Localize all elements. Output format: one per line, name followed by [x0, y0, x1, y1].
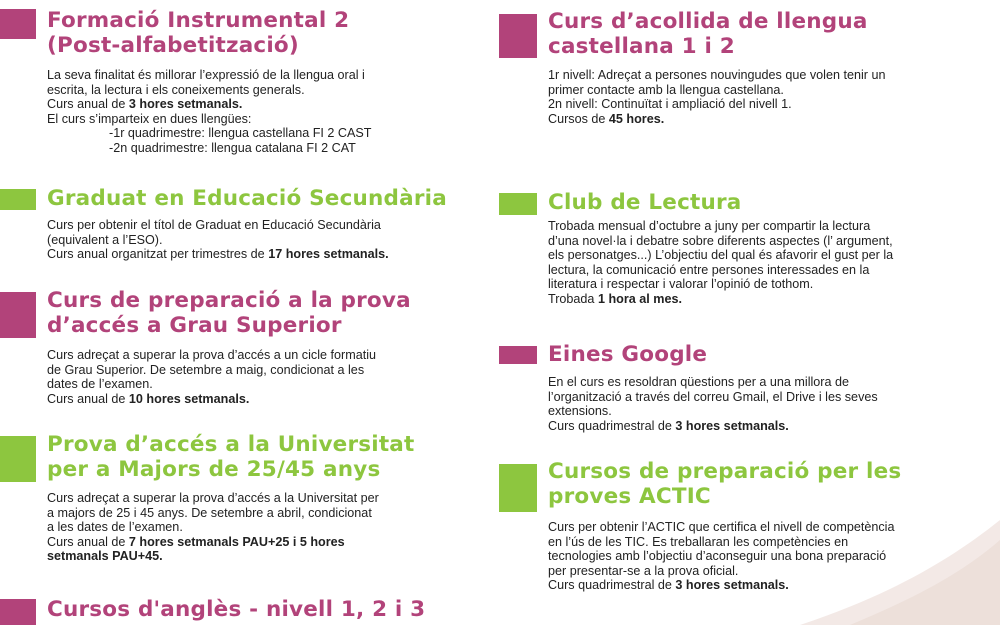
- section-marker: [0, 9, 36, 39]
- section-title: Club de Lectura: [548, 190, 742, 215]
- section-body: La seva finalitat és millorar l’expressió de la llengua oral i escrita, la lectura i els coneixements generals. Curs anual de 3 hores setmanals. El curs s’imparteix en dues llengües: -1r quadrimestre: llengua castellana FI 2 CAST -2n quadrimestre: llengua catalana FI 2 CAT: [47, 68, 372, 155]
- section-marker: [499, 14, 537, 58]
- section-marker: [0, 436, 36, 482]
- section-body: 1r nivell: Adreçat a persones nouvingudes que volen tenir un primer contacte amb la llengua castellana. 2n nivell: Continuïtat i ampliació del nivell 1. Cursos de 45 hores.: [548, 68, 886, 126]
- section-title: Curs d’acollida de llengua castellana 1 i 2: [548, 9, 868, 59]
- section-title: Graduat en Educació Secundària: [47, 186, 447, 211]
- section-body: Trobada mensual d’octubre a juny per compartir la lectura d’una novel·la i debatre sobre diferents aspectes (l’ argument, els personatges...) L’objectiu del qual és afavorir el gust per la lectura, la comunicació entre persones interessades en la literatura i respectar i valorar l’opinió de tothom. Trobada 1 hora al mes.: [548, 219, 894, 306]
- section-title: Curs de preparació a la prova d’accés a Grau Superior: [47, 288, 411, 338]
- section-marker: [0, 599, 36, 625]
- section-marker: [0, 189, 36, 210]
- section-body: Curs per obtenir l’ACTIC que certifica el nivell de competència en l’ús de les TIC. Es treballaran les competències en tecnologies amb l’objectiu d’aconseguir una bona preparació per presentar-se a la prova oficial. Curs quadrimestral de 3 hores setmanals.: [548, 520, 895, 593]
- section-body: En el curs es resoldran qüestions per a una millora de l’organització a través del correu Gmail, el Drive i les seves extensions. Curs quadrimestral de 3 hores setmanals.: [548, 375, 878, 433]
- section-title: Eines Google: [548, 342, 708, 367]
- section-marker: [0, 292, 36, 338]
- section-marker: [499, 193, 537, 215]
- section-body: Curs per obtenir el títol de Graduat en Educació Secundària (equivalent a l’ESO). Curs anual organitzat per trimestres de 17 hores setmanals.: [47, 218, 389, 262]
- section-marker: [499, 346, 537, 364]
- section-marker: [499, 464, 537, 512]
- section-title: Cursos d'anglès - nivell 1, 2 i 3: [47, 597, 426, 622]
- section-body: Curs adreçat a superar la prova d’accés a la Universitat per a majors de 25 i 45 anys. De setembre a abril, condicionat a les dates de l’examen. Curs anual de 7 hores setmanals PAU+25 i 5 hores setmanals PAU+45.: [47, 491, 379, 564]
- section-title: Cursos de preparació per les proves ACTIC: [548, 459, 902, 509]
- section-title: Prova d’accés a la Universitat per a Majors de 25/45 anys: [47, 432, 415, 482]
- section-title: Formació Instrumental 2 (Post-alfabetització): [47, 8, 350, 58]
- section-body: Curs adreçat a superar la prova d’accés a un cicle formatiu de Grau Superior. De setembre a maig, condicionat a les dates de l’examen. Curs anual de 10 hores setmanals.: [47, 348, 376, 406]
